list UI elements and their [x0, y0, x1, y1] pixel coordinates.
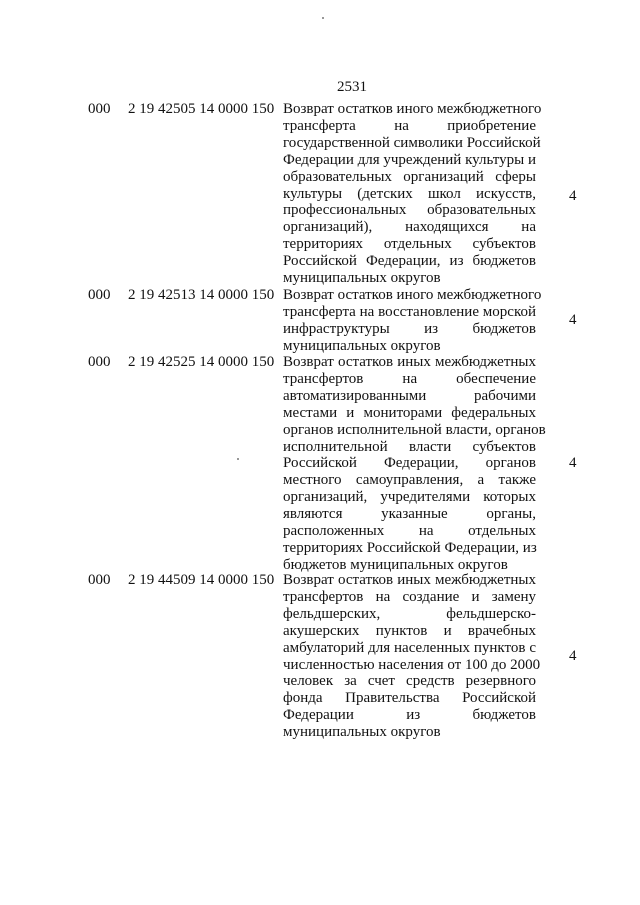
row-value: 4: [569, 188, 577, 204]
description-line: местного самоуправления, а также: [283, 472, 536, 489]
description-line: трансфертов на создание и замену: [283, 588, 536, 605]
description-line: Федерации из бюджетов: [283, 707, 536, 724]
scan-speck: [237, 458, 239, 460]
row-description: [283, 572, 541, 741]
description-line: территориях отдельных субъектов: [283, 236, 536, 253]
description-line: Возврат остатков иных межбюджетных: [283, 354, 536, 370]
budget-classification-code: 2 19 42525 14 0000 150: [128, 354, 275, 370]
description-line: муниципальных округов: [283, 724, 441, 741]
table-row: [0, 354, 640, 574]
budget-classification-code: 2 19 42505 14 0000 150: [128, 101, 275, 117]
description-line: акушерских пунктов и врачебных: [283, 622, 536, 639]
table-row: [0, 101, 640, 287]
description-line: государственной символики Российской: [283, 134, 541, 151]
description-line: амбулаторий для населенных пунктов с: [283, 639, 536, 656]
description-line: Российской Федерации, органов: [283, 455, 536, 472]
description-line: муниципальных округов: [283, 270, 441, 287]
description-line: Российской Федерации, из бюджетов: [283, 253, 536, 270]
description-line: автоматизированными рабочими: [283, 387, 536, 404]
description-line: фонда Правительства Российской: [283, 690, 536, 707]
page-number: 2531: [337, 79, 367, 95]
row-value: 4: [569, 312, 577, 328]
description-line: трансферта на восстановление морской: [283, 303, 536, 320]
admin-code: 000: [88, 101, 111, 117]
scan-speck: [322, 17, 324, 19]
description-line: организаций), находящихся на: [283, 219, 536, 236]
description-line: организаций, учредителями которых: [283, 489, 536, 506]
description-line: трансферта на приобретение: [283, 117, 536, 134]
row-description: [283, 354, 546, 574]
budget-classification-code: 2 19 44509 14 0000 150: [128, 572, 275, 588]
row-description: [283, 101, 542, 287]
description-line: Возврат остатков иного межбюджетного: [283, 287, 542, 303]
description-line: местами и мониторами федеральных: [283, 404, 536, 421]
description-line: органов исполнительной власти, органов: [283, 421, 546, 438]
row-value: 4: [569, 648, 577, 664]
admin-code: 000: [88, 572, 111, 588]
description-line: Возврат остатков иного межбюджетного: [283, 101, 542, 117]
description-line: территориях Российской Федерации, из: [283, 539, 537, 556]
admin-code: 000: [88, 354, 111, 370]
description-line: Федерации для учреждений культуры и: [283, 151, 536, 168]
description-line: Возврат остатков иных межбюджетных: [283, 572, 536, 588]
description-line: инфраструктуры из бюджетов: [283, 320, 536, 337]
description-line: муниципальных округов: [283, 337, 441, 354]
description-line: расположенных на отдельных: [283, 523, 536, 540]
budget-classification-code: 2 19 42513 14 0000 150: [128, 287, 275, 303]
description-line: человек за счет средств резервного: [283, 673, 536, 690]
description-line: фельдшерских, фельдшерско-: [283, 605, 536, 622]
table-row: [0, 287, 640, 355]
description-line: бюджетов муниципальных округов: [283, 556, 508, 573]
description-line: трансфертов на обеспечение: [283, 370, 536, 387]
description-line: образовательных организаций сферы: [283, 168, 536, 185]
row-value: 4: [569, 455, 577, 471]
table-row: [0, 572, 640, 741]
description-line: исполнительной власти субъектов: [283, 438, 536, 455]
admin-code: 000: [88, 287, 111, 303]
description-line: профессиональных образовательных: [283, 202, 536, 219]
description-line: являются указанные органы,: [283, 506, 536, 523]
row-description: [283, 287, 542, 355]
description-line: культуры (детских школ искусств,: [283, 185, 536, 202]
description-line: численностью населения от 100 до 2000: [283, 656, 541, 673]
